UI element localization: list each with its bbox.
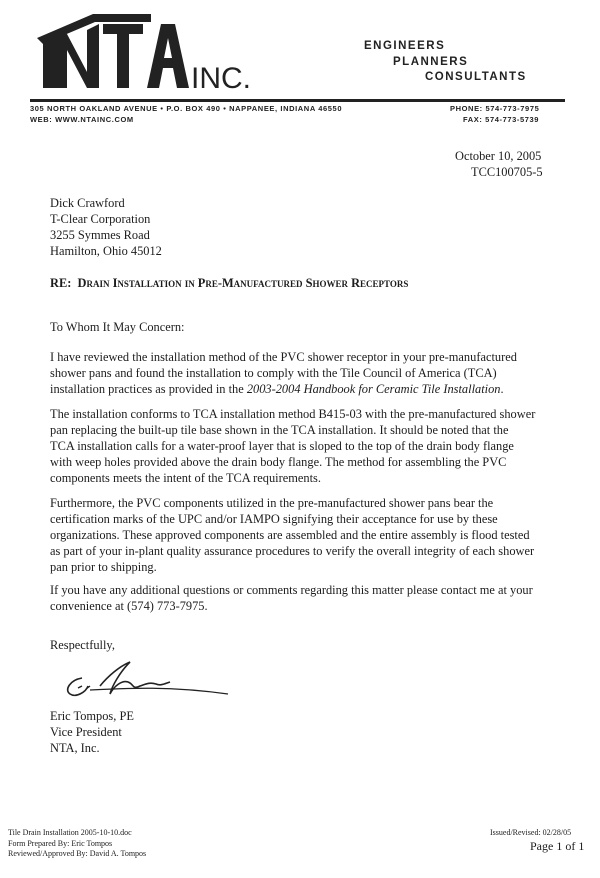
footer-file: Tile Drain Installation 2005-10-10.doc [8, 828, 132, 837]
paragraph-line: The installation conforms to TCA installation method B415-03 with the pre-manufactured shower [50, 407, 536, 421]
letter-date: October 10, 2005 [455, 149, 542, 163]
paragraph-line: If you have any additional questions or comments regarding this matter please contact me at your [50, 583, 533, 597]
letterhead-web: WEB: WWW.NTAINC.COM [30, 115, 134, 124]
recipient-company: T-Clear Corporation [50, 212, 151, 226]
salutation: To Whom It May Concern: [50, 320, 185, 334]
signer-company: NTA, Inc. [50, 741, 100, 755]
paragraph-line: as part of your in-plant quality assurance procedures to verify the overall integrity of each shower [50, 544, 535, 558]
letterhead-rule [30, 99, 565, 102]
signature [60, 656, 240, 708]
paragraph-text: installation practices as provided in the [50, 382, 247, 396]
footer-left [8, 828, 146, 860]
tagline-engineers: ENGINEERS [364, 40, 446, 52]
logo-suffix: INC. [191, 62, 251, 95]
signer-name: Eric Tompos, PE [50, 709, 134, 723]
footer-reviewed: Reviewed/Approved By: David A. Tompos [8, 849, 147, 858]
tagline-consultants: CONSULTANTS [425, 71, 527, 83]
recipient-city: Hamilton, Ohio 45012 [50, 244, 162, 258]
paragraph-line: certification marks of the UPC and/or IAMPO signifying their acceptance for use by these [50, 512, 498, 526]
paragraph-3 [50, 495, 534, 575]
handbook-title: 2003-2004 Handbook for Ceramic Tile Installation [246, 382, 501, 396]
subject-line [50, 276, 408, 291]
reference-number: TCC100705-5 [471, 165, 543, 179]
paragraph-line: organizations. These approved components are assembled and the entire assembly is flood tested [50, 528, 530, 542]
paragraph-line: pan replacing the built-up tile base shown in the TCA installation. It should be noted that the [50, 423, 509, 437]
letterhead-phone: PHONE: 574-773-7975 [450, 104, 540, 113]
paragraph-1 [50, 349, 517, 397]
subject-text: Drain Installation in Pre-Manufactured Shower Receptors [77, 276, 409, 290]
closing: Respectfully, [50, 638, 115, 652]
letterhead-fax: FAX: 574-773-5739 [463, 115, 540, 124]
paragraph-line [50, 381, 517, 397]
nta-logo [33, 10, 251, 95]
letterhead-address: 305 NORTH OAKLAND AVENUE • P.O. BOX 490 • NAPPANEE, INDIANA 46550 [30, 104, 343, 113]
paragraph-text: . [500, 382, 504, 396]
recipient-street: 3255 Symmes Road [50, 228, 150, 242]
paragraph-line: TCA installation calls for a water-proof layer that is sloped to the top of the drain body flange [50, 439, 514, 453]
paragraph-4 [50, 582, 533, 614]
logo-letter-n [43, 34, 55, 88]
signer-block [50, 708, 134, 756]
paragraph-line: shower pans and found the installation to comply with the Tile Council of America (TCA) [50, 366, 497, 380]
subject-prefix: RE: [50, 276, 72, 290]
paragraph-line: components meets the intent of the TCA requirements. [50, 471, 321, 485]
footer-page: Page 1 of 1 [530, 839, 585, 853]
paragraph-line: Furthermore, the PVC components utilized in the pre-manufactured shower pans bear the [50, 496, 494, 510]
signer-title: Vice President [50, 725, 122, 739]
paragraph-line: with weep holes provided above the drain body flange. The method for assembling the PVC [50, 455, 507, 469]
paragraph-line: I have reviewed the installation method of the PVC shower receptor in your pre-manufactured [50, 350, 517, 364]
footer-issued: Issued/Revised: 02/28/05 [490, 828, 572, 837]
paragraph-line: pan prior to shipping. [50, 560, 157, 574]
paragraph-2 [50, 406, 535, 486]
paragraph-line: convenience at (574) 773-7975. [50, 599, 208, 613]
footer-prepared: Form Prepared By: Eric Tompos [8, 838, 113, 848]
tagline-planners: PLANNERS [393, 56, 469, 68]
recipient-name: Dick Crawford [50, 196, 125, 210]
recipient-block [50, 195, 162, 259]
